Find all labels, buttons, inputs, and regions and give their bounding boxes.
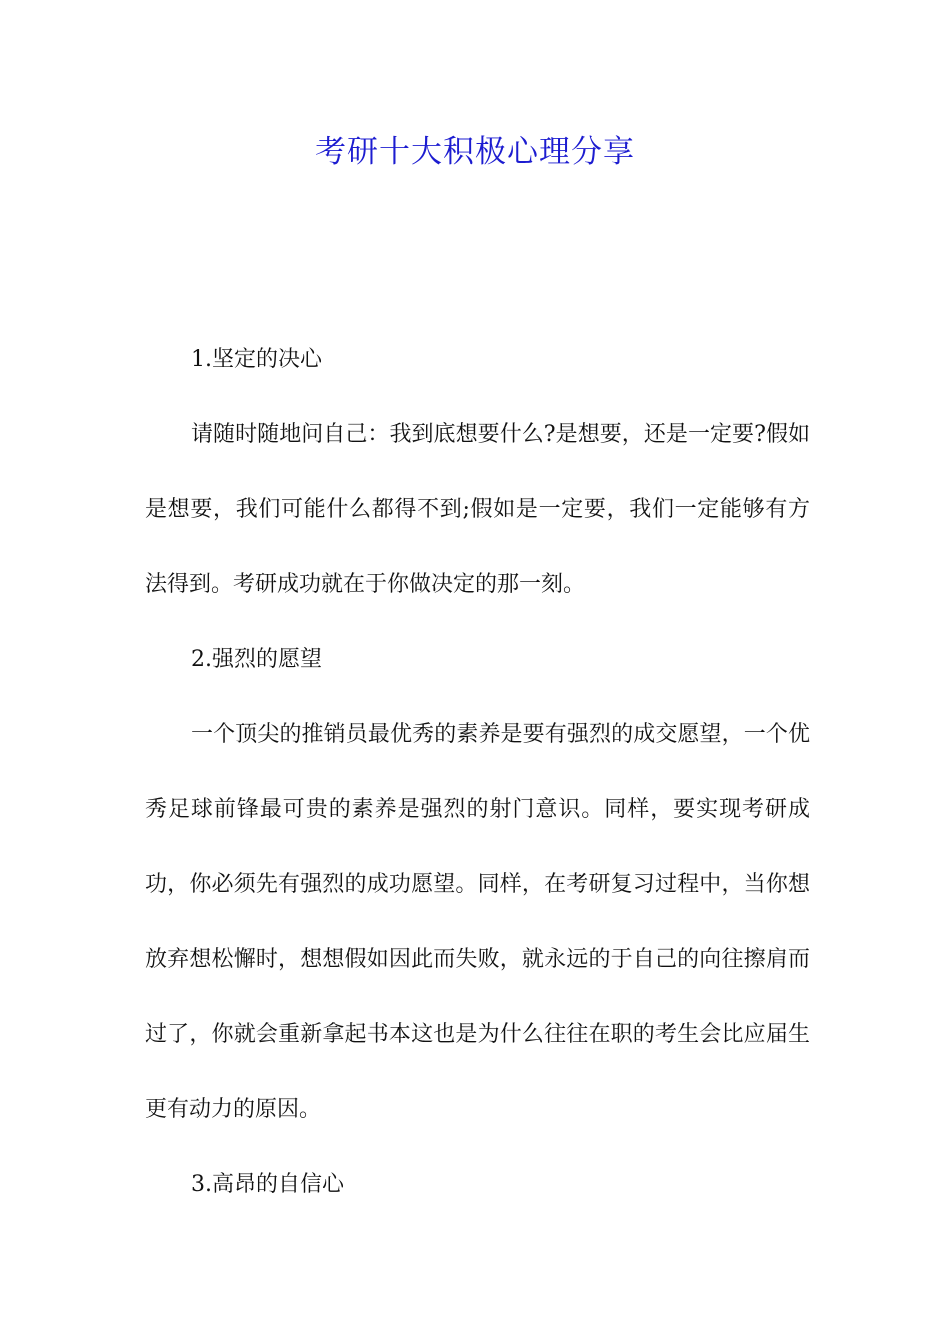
paragraph-2: 一个顶尖的推销员最优秀的素养是要有强烈的成交愿望，一个优秀足球前锋最可贵的素养是强烈的射门意识。同样，要实现考研成功，你必须先有强烈的成功愿望。同样，在考研复习过程中，当你想放弃想松懈时，想想假如因此而失败，就永远的于自己的向往擦肩而过了，你就会重新拿起书本这也是为什么往往在职的考生会比应届生更有动力的原因。 <box>145 722 810 1122</box>
paragraph-1: 请随时随地问自己：我到底想要什么?是想要，还是一定要?假如是想要，我们可能什么都得不到;假如是一定要，我们一定能够有方法得到。考研成功就在于你做决定的那一刻。 <box>145 422 810 597</box>
document-body <box>145 322 810 1222</box>
section-heading-1: 1.坚定的决心 <box>191 347 322 372</box>
section-heading-3: 3.高昂的自信心 <box>191 1172 344 1197</box>
section-heading-2: 2.强烈的愿望 <box>191 647 322 672</box>
document-title: 考研十大积极心理分享 <box>315 134 635 170</box>
